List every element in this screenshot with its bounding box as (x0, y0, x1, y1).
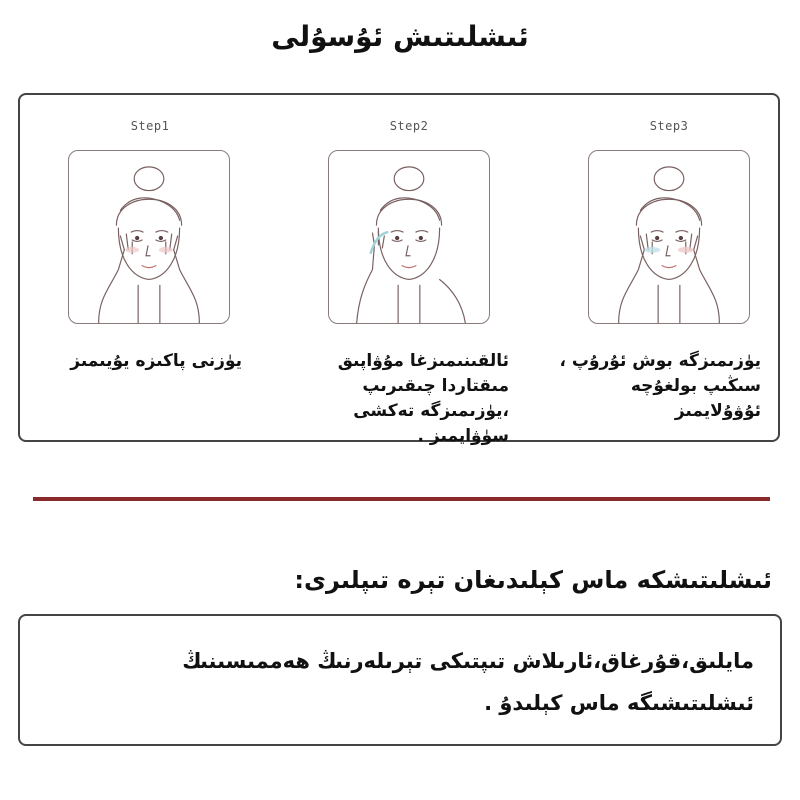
face-applying-cream-icon (329, 151, 489, 323)
steps-panel (18, 93, 780, 446)
suitable-skin-panel (18, 614, 782, 746)
step-1 (40, 95, 260, 440)
step-3 (559, 95, 779, 440)
step-3-label: Step3 (649, 119, 689, 133)
suitable-skin-heading: ئىشلىتىشكە ماس كېلىدىغان تېرە تىپلىرى: (294, 566, 772, 594)
step-3-face-illustration (588, 150, 750, 324)
face-massaging-icon (589, 151, 749, 323)
face-washing-icon (69, 151, 229, 323)
suitable-skin-text: مايلىق،قۇرغاق،ئارىلاش تىپتىكى تېرىلەرنىڭ ھەممىسىنىڭ ئىشلىتىشىگە ماس كېلىدۇ . (182, 649, 754, 715)
step-2 (299, 95, 519, 446)
step-1-face-illustration (68, 150, 230, 324)
step-3-text: يۈزىمىزگە بوش ئۇرۇپ ، سىڭىپ بولغۇچە ئۇۋۇلايمىز (559, 351, 761, 421)
step-2-face-illustration (328, 150, 490, 324)
step-2-label: Step2 (389, 119, 429, 133)
section-divider (33, 497, 770, 501)
step-2-text: ئالقىنىمىزغا مۇۋاپىق مىقتاردا چىقىرىپ ،يۈزىمىزگە تەكشى سۈۋايمىز . (337, 351, 509, 446)
page-title: ئىشلىتىش ئۇسۇلى (271, 20, 529, 53)
step-1-text: يۈزنى پاكىزە يۇيىمىز (70, 351, 242, 371)
step-1-label: Step1 (130, 119, 170, 133)
